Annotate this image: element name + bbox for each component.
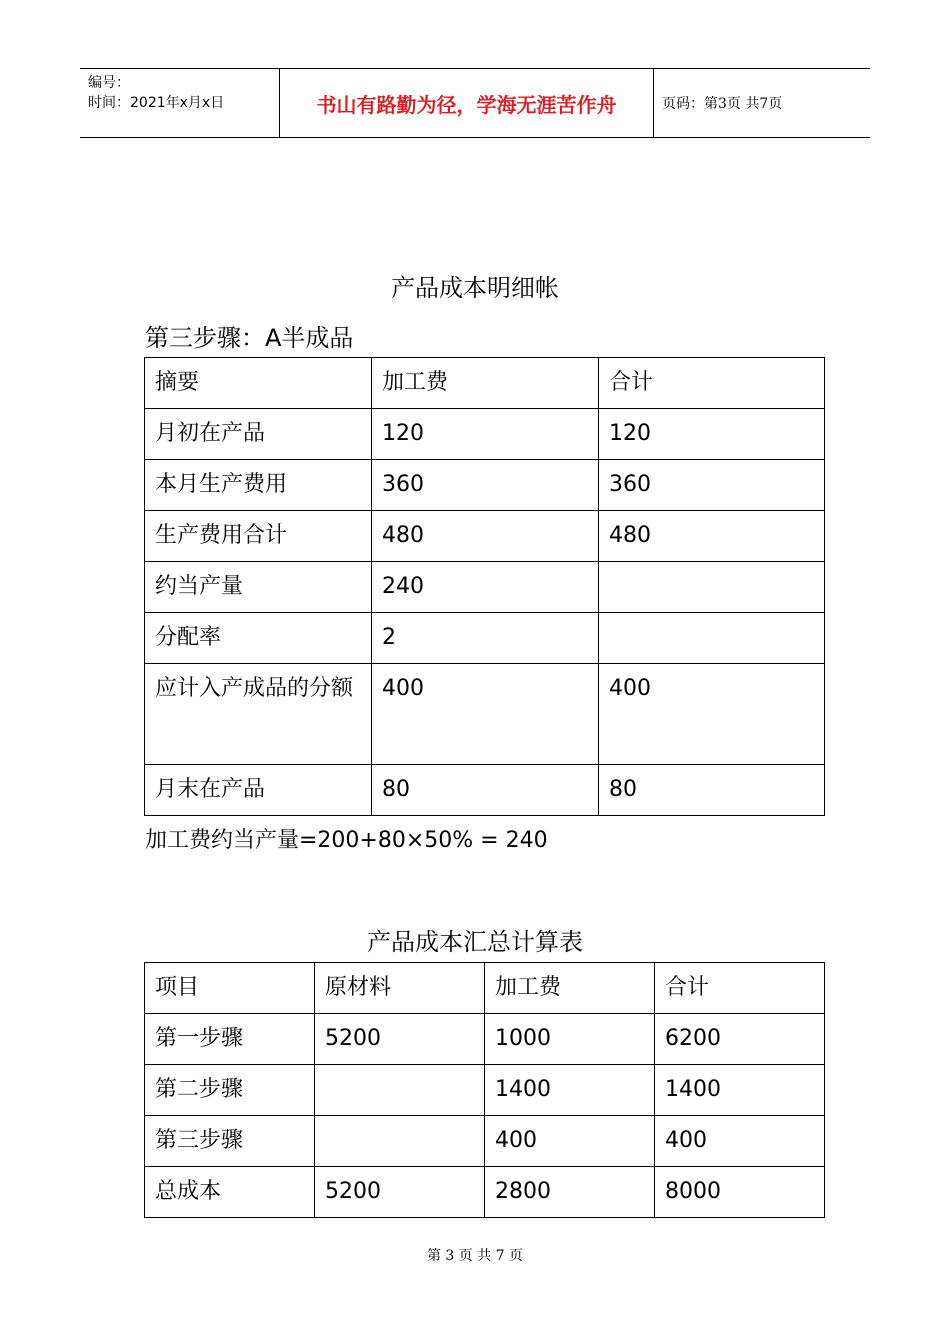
table-cell: 生产费用合计: [145, 511, 372, 562]
cost-detail-table: [144, 357, 825, 816]
table-cell: 总成本: [145, 1167, 315, 1218]
time-label: 时间：2021年x月x日: [88, 95, 225, 111]
table-cell: 360: [599, 460, 825, 511]
table-cell: 80: [599, 765, 825, 816]
table-cell: 2: [372, 613, 599, 664]
table-cell: [315, 1065, 485, 1116]
column-header: 项目: [145, 963, 315, 1014]
table-cell: 第三步骤: [145, 1116, 315, 1167]
table-cell: 第一步骤: [145, 1014, 315, 1065]
table-cell: [599, 613, 825, 664]
table-cell: 1000: [485, 1014, 655, 1065]
table-cell: 分配率: [145, 613, 372, 664]
table-row: [145, 664, 825, 765]
detail-title: 产品成本明细帐: [391, 274, 559, 302]
table-cell: 月初在产品: [145, 409, 372, 460]
table-cell: 480: [372, 511, 599, 562]
column-header: 摘要: [145, 358, 372, 409]
table-cell: 400: [599, 664, 825, 765]
table-row: [145, 613, 825, 664]
summary-title: 产品成本汇总计算表: [367, 928, 583, 956]
step-label: 第三步骤：A半成品: [145, 324, 354, 352]
table-cell: 80: [372, 765, 599, 816]
table-cell: 120: [599, 409, 825, 460]
table-cell: 8000: [655, 1167, 825, 1218]
table-cell: 240: [372, 562, 599, 613]
table-header-row: [145, 963, 825, 1014]
table-cell: 5200: [315, 1167, 485, 1218]
header-page-info: 页码：第3页 共7页: [662, 96, 783, 112]
table-header-row: [145, 358, 825, 409]
table-cell: 400: [655, 1116, 825, 1167]
table-row: [145, 511, 825, 562]
column-header: 原材料: [315, 963, 485, 1014]
table-cell: 1400: [655, 1065, 825, 1116]
formula-text: 加工费约当产量=200+80×50% = 240: [145, 828, 548, 853]
table-row: [145, 460, 825, 511]
table-cell: 400: [372, 664, 599, 765]
header-meta: [80, 69, 280, 137]
table-row: [145, 1167, 825, 1218]
column-header: 加工费: [485, 963, 655, 1014]
table-row: [145, 1116, 825, 1167]
table-cell: 2800: [485, 1167, 655, 1218]
column-header: 加工费: [372, 358, 599, 409]
table-cell: 应计入产成品的分额: [145, 664, 372, 765]
table-cell: 360: [372, 460, 599, 511]
table-row: [145, 562, 825, 613]
cost-summary-table: [144, 962, 825, 1218]
table-cell: 400: [485, 1116, 655, 1167]
table-cell: 480: [599, 511, 825, 562]
table-cell: 6200: [655, 1014, 825, 1065]
table-cell: 1400: [485, 1065, 655, 1116]
table-cell: 本月生产费用: [145, 460, 372, 511]
table-cell: 5200: [315, 1014, 485, 1065]
table-cell: 120: [372, 409, 599, 460]
table-row: [145, 765, 825, 816]
table-cell: 第二步骤: [145, 1065, 315, 1116]
number-label: 编号：: [88, 75, 130, 91]
page-footer: 第 3 页 共 7 页: [426, 1248, 524, 1264]
page-header: [80, 68, 870, 138]
table-cell: 月末在产品: [145, 765, 372, 816]
column-header: 合计: [655, 963, 825, 1014]
header-motto: 书山有路勤为径，学海无涯苦作舟: [280, 69, 654, 137]
table-cell: [315, 1116, 485, 1167]
table-cell: 约当产量: [145, 562, 372, 613]
table-row: [145, 1065, 825, 1116]
column-header: 合计: [599, 358, 825, 409]
table-row: [145, 409, 825, 460]
table-cell: [599, 562, 825, 613]
table-row: [145, 1014, 825, 1065]
